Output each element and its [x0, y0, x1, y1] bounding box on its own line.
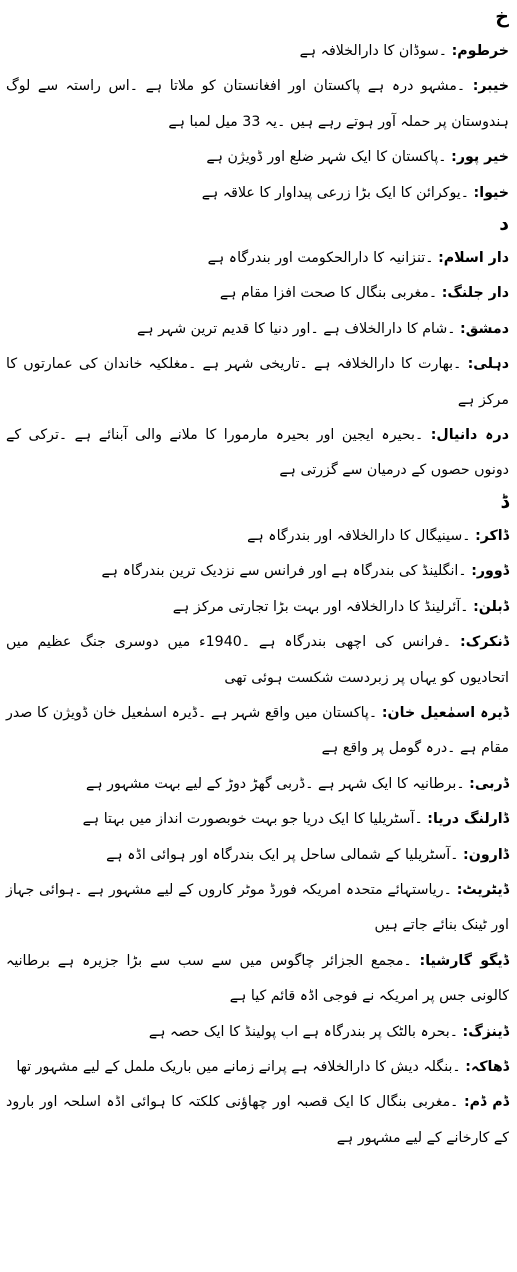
glossary-entry [6, 802, 509, 837]
entry-term: ڈنکرک: [460, 634, 509, 651]
glossary-entry [6, 34, 509, 69]
glossary-entry [6, 767, 509, 802]
glossary-entry [6, 944, 509, 1015]
section-khe [6, 4, 509, 211]
entry-text: ۔شام کا دارالخلاف ہے ۔اور دنیا کا قدیم ترین شہر ہے [137, 320, 461, 337]
entry-term: ڈارلنگ دریا: [427, 811, 509, 828]
entry-term: درہ دانیال: [430, 427, 509, 444]
entry-term: ڈربی: [469, 775, 509, 792]
entry-term: خیوا: [473, 184, 509, 201]
entry-text: ۔آئرلینڈ کا دارالخلافہ اور بہت بڑا تجارتی مرکز ہے [172, 598, 474, 615]
glossary-entry [6, 554, 509, 589]
entry-text: ۔بحرہ بالٹک پر بندرگاہ ہے اب پولینڈ کا ایک حصہ ہے [148, 1023, 463, 1040]
section-ddal [6, 489, 509, 1156]
glossary-entry [6, 519, 509, 554]
entry-text: ۔بنگلہ دیش کا دارالخلافہ ہے پرانے زمانے میں باریک ململ کے لیے مشہور تھا [16, 1058, 466, 1075]
entry-term: ڈارون: [463, 846, 509, 863]
entry-text: ۔آسٹریلیا کا ایک دریا جو بہت خوبصورت انداز میں بہتا ہے [82, 811, 428, 828]
glossary-entry [6, 176, 509, 211]
glossary-entry [6, 276, 509, 311]
entry-text: ۔مجمع الجزائر چاگوس میں سے سب سے بڑا جزیرہ ہے برطانیہ کالونی جس پر امریکہ نے فوجی اڈہ قائم کیا ہے [6, 952, 509, 1005]
entry-term: خیر پور: [451, 149, 509, 166]
glossary-entry [6, 1085, 509, 1156]
entry-text: ۔بھارت کا دارالخلافہ ہے ۔تاریخی شہر ہے ۔مغلکیہ خاندان کی عمارتوں کا مرکز ہے [6, 356, 509, 408]
section-dal [6, 211, 509, 489]
glossary-entry [6, 590, 509, 625]
glossary-entry [6, 69, 509, 140]
glossary-entry [6, 140, 509, 175]
entry-text: ۔مغربی بنگال کا صحت افزا مقام ہے [219, 285, 442, 302]
entry-text: ۔پاکستان کا ایک شہر ضلع اور ڈویژن ہے [206, 149, 452, 166]
entry-text: ۔پاکستان میں واقع شہر ہے ۔ڈیرہ اسمٰعیل خان ڈویژن کا صدر مقام ہے ۔درہ گومل پر واقع ہے [6, 704, 509, 757]
entry-text: ۔انگلینڈ کی بندرگاہ ہے اور فرانس سے نزدیک ترین بندرگاہ ہے [101, 563, 472, 580]
entry-term: خرطوم: [451, 43, 509, 59]
entry-text: ۔برطانیہ کا ایک شہر ہے ۔ڈربی گھڑ دوڑ کے لیے بہت مشہور ہے [86, 775, 470, 792]
section-letter: ڈ [500, 490, 509, 513]
glossary-entry [6, 838, 509, 873]
entry-text: ۔ریاستہائے متحدہ امریکہ فورڈ موٹر کاروں کے لیے مشہور ہے ۔ہوائی جہاز اور ٹینک بنائے جاتے ہیں [6, 881, 509, 934]
glossary-entry [6, 418, 509, 489]
entry-term: دمشق: [460, 320, 509, 337]
section-letter: د [499, 213, 509, 236]
entry-term: ڈیٹریٹ: [456, 881, 509, 898]
glossary-entry [6, 696, 509, 767]
entry-term: ڈم ڈم: [463, 1094, 509, 1111]
entry-text: ۔آسٹریلیا کے شمالی ساحل پر ایک بندرگاہ اور ہوائی اڈہ ہے [106, 846, 464, 863]
entry-term: دار اسلام: [438, 250, 509, 267]
glossary-entry [6, 312, 509, 347]
entry-term: ڈینزگ: [462, 1023, 509, 1040]
section-letter: خ [495, 6, 509, 28]
entry-text: ۔بحیرہ ایجین اور بحیرہ مارمورا کا ملانے والی آبنائے ہے ۔ترکی کے دونوں حصوں کے درمیان سے گزرتی ہے [6, 427, 509, 479]
entry-term: ڈھاکہ: [465, 1058, 509, 1075]
entry-term: ڈیگو گارشیا: [419, 952, 509, 969]
entry-term: ڈاکر: [475, 527, 509, 544]
glossary-entry [6, 625, 509, 696]
entry-term: ڈیرہ اسمٰعیل خان: [381, 704, 509, 721]
entry-text: ۔فرانس کی اچھی بندرگاہ ہے ۔1940ء میں دوسری جنگ عظیم میں اتحادیوں کو یہاں پر زبردست شکست ہوئی تھی [6, 634, 509, 686]
entry-text: ۔مغربی بنگال کا ایک قصبہ اور چھاؤنی کلکتہ کا ہوائی اڈہ اسلحہ اور بارود کے کارخانے کے لیے مشہور ہے [6, 1094, 509, 1146]
entry-term: دار جلنگ: [441, 285, 509, 302]
entry-text: ۔یوکرائن کا ایک بڑا زرعی پیداوار کا علاقہ ہے [201, 184, 474, 201]
entry-text: ۔سینیگال کا دارالخلافہ اور بندرگاہ ہے [247, 527, 476, 544]
glossary-entry [6, 241, 509, 276]
glossary-entry [6, 1015, 509, 1050]
entry-text: ۔سوڈان کا دارالخلافہ ہے [299, 43, 452, 59]
entry-text: ۔تنزانیہ کا دارالحکومت اور بندرگاہ ہے [207, 250, 439, 267]
entry-term: دہلی: [467, 356, 509, 373]
glossary-entry [6, 873, 509, 944]
glossary-entry [6, 1050, 509, 1085]
entry-term: خیبر: [472, 78, 509, 95]
entry-term: ڈبلن: [473, 598, 509, 615]
entry-term: ڈوور: [471, 563, 509, 580]
entry-text: ۔مشہو درہ ہے پاکستان اور افغانستان کو ملاتا ہے ۔اس راستہ سے لوگ ہندوستان پر حملہ آور ہوتے رہے ہیں ۔یہ 33 میل لمبا ہے [6, 78, 509, 130]
glossary-entry [6, 347, 509, 418]
